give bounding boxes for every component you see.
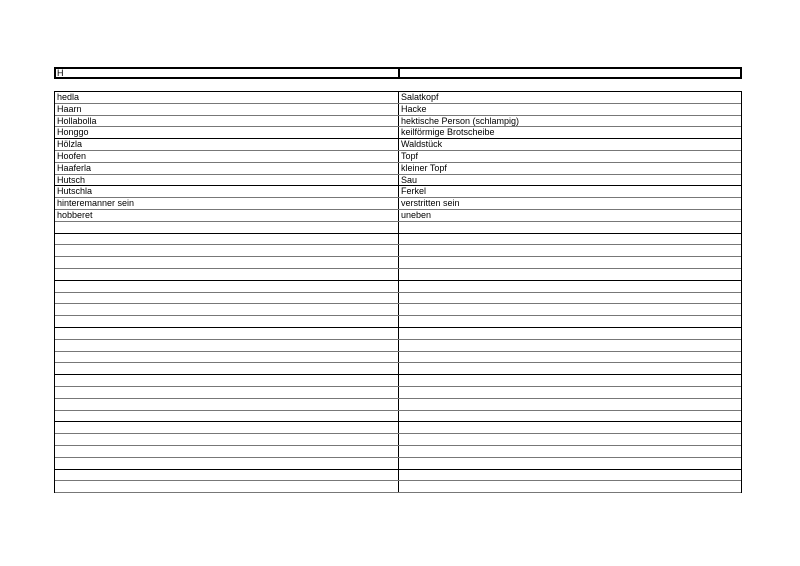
term-cell: Hoofen <box>55 151 399 162</box>
table-row <box>55 210 741 222</box>
meaning-cell <box>399 470 741 481</box>
term-cell <box>55 316 399 327</box>
meaning-cell <box>399 434 741 445</box>
term-cell: Hollabolla <box>55 116 399 127</box>
table-row <box>55 434 741 446</box>
meaning-cell <box>399 245 741 256</box>
term-cell <box>55 422 399 433</box>
meaning-cell <box>399 269 741 280</box>
term-cell <box>55 434 399 445</box>
term-cell <box>55 222 399 233</box>
meaning-cell <box>399 328 741 339</box>
meaning-cell <box>399 387 741 398</box>
table-row <box>55 222 741 234</box>
meaning-cell <box>399 234 741 245</box>
meaning-cell: verstritten sein <box>401 198 460 209</box>
table-row <box>55 175 741 187</box>
term-cell: Haarn <box>55 104 399 115</box>
table-row <box>55 186 741 198</box>
meaning-cell: hektische Person (schlampig) <box>401 115 520 126</box>
term-cell <box>55 328 399 339</box>
meaning-cell: Waldstück <box>401 139 443 150</box>
meaning-cell <box>399 304 741 315</box>
term-cell: hobberet <box>55 210 399 221</box>
table-row <box>55 304 741 316</box>
meaning-cell: Ferkel <box>401 186 427 197</box>
table-row <box>55 234 741 246</box>
term-cell: Haaferla <box>55 163 399 174</box>
meaning-cell <box>399 257 741 268</box>
table-row <box>55 399 741 411</box>
meaning-cell <box>399 458 741 469</box>
meaning-cell: uneben <box>401 209 432 220</box>
term-cell <box>55 340 399 351</box>
table-row <box>55 245 741 257</box>
table-row <box>55 411 741 423</box>
term-cell <box>55 375 399 386</box>
term-cell <box>55 387 399 398</box>
meaning-cell <box>399 399 741 410</box>
term-cell <box>55 399 399 410</box>
term-cell <box>55 481 399 492</box>
term-cell <box>55 234 399 245</box>
term-cell <box>55 352 399 363</box>
table-row <box>55 340 741 352</box>
table-row <box>55 470 741 482</box>
table-row <box>55 269 741 281</box>
term-cell: Hutsch <box>55 175 399 186</box>
meaning-cell <box>399 293 741 304</box>
term-cell <box>55 257 399 268</box>
meaning-cell <box>399 316 741 327</box>
table-row <box>55 127 741 139</box>
term-cell <box>55 269 399 280</box>
header-table <box>54 67 742 79</box>
term-cell <box>55 245 399 256</box>
table-row <box>55 363 741 375</box>
term-cell <box>55 293 399 304</box>
table-row <box>55 293 741 305</box>
term-cell <box>55 281 399 292</box>
term-cell: Hutschla <box>55 186 399 197</box>
table-row <box>55 375 741 387</box>
table-row <box>55 458 741 470</box>
meaning-cell <box>399 446 741 457</box>
meaning-cell <box>399 340 741 351</box>
term-cell <box>55 363 399 374</box>
term-cell <box>55 458 399 469</box>
meaning-cell <box>399 281 741 292</box>
meaning-cell <box>399 411 741 422</box>
term-cell <box>55 304 399 315</box>
table-row <box>55 316 741 328</box>
glossary-table <box>54 91 742 493</box>
table-row <box>55 446 741 458</box>
term-cell: hedla <box>55 92 399 103</box>
term-cell <box>55 411 399 422</box>
meaning-cell: Topf <box>401 150 419 161</box>
table-row <box>55 139 741 151</box>
header-empty-cell <box>400 69 740 77</box>
table-row <box>55 257 741 269</box>
meaning-cell <box>399 422 741 433</box>
meaning-cell <box>399 481 741 492</box>
table-row <box>55 328 741 340</box>
meaning-cell: Sau <box>401 174 418 185</box>
table-row <box>55 104 741 116</box>
table-row <box>55 163 741 175</box>
table-row <box>55 352 741 364</box>
table-row <box>55 281 741 293</box>
meaning-cell: Hacke <box>401 103 427 114</box>
table-row <box>55 387 741 399</box>
meaning-cell <box>399 222 741 233</box>
term-cell: Honggo <box>55 127 399 138</box>
table-row <box>55 481 741 493</box>
meaning-cell: kleiner Topf <box>401 162 447 173</box>
table-row <box>55 116 741 128</box>
meaning-cell <box>399 375 741 386</box>
table-row <box>55 92 741 104</box>
meaning-cell: Salatkopf <box>401 92 439 102</box>
table-row <box>55 422 741 434</box>
table-row <box>55 198 741 210</box>
meaning-cell <box>399 352 741 363</box>
term-cell <box>55 470 399 481</box>
term-cell <box>55 446 399 457</box>
meaning-cell <box>399 363 741 374</box>
table-row <box>55 151 741 163</box>
term-cell: Hölzla <box>55 139 399 150</box>
header-letter-cell: H <box>56 69 400 77</box>
term-cell: hinteremanner sein <box>55 198 399 209</box>
meaning-cell: keilförmige Brotscheibe <box>401 127 495 138</box>
